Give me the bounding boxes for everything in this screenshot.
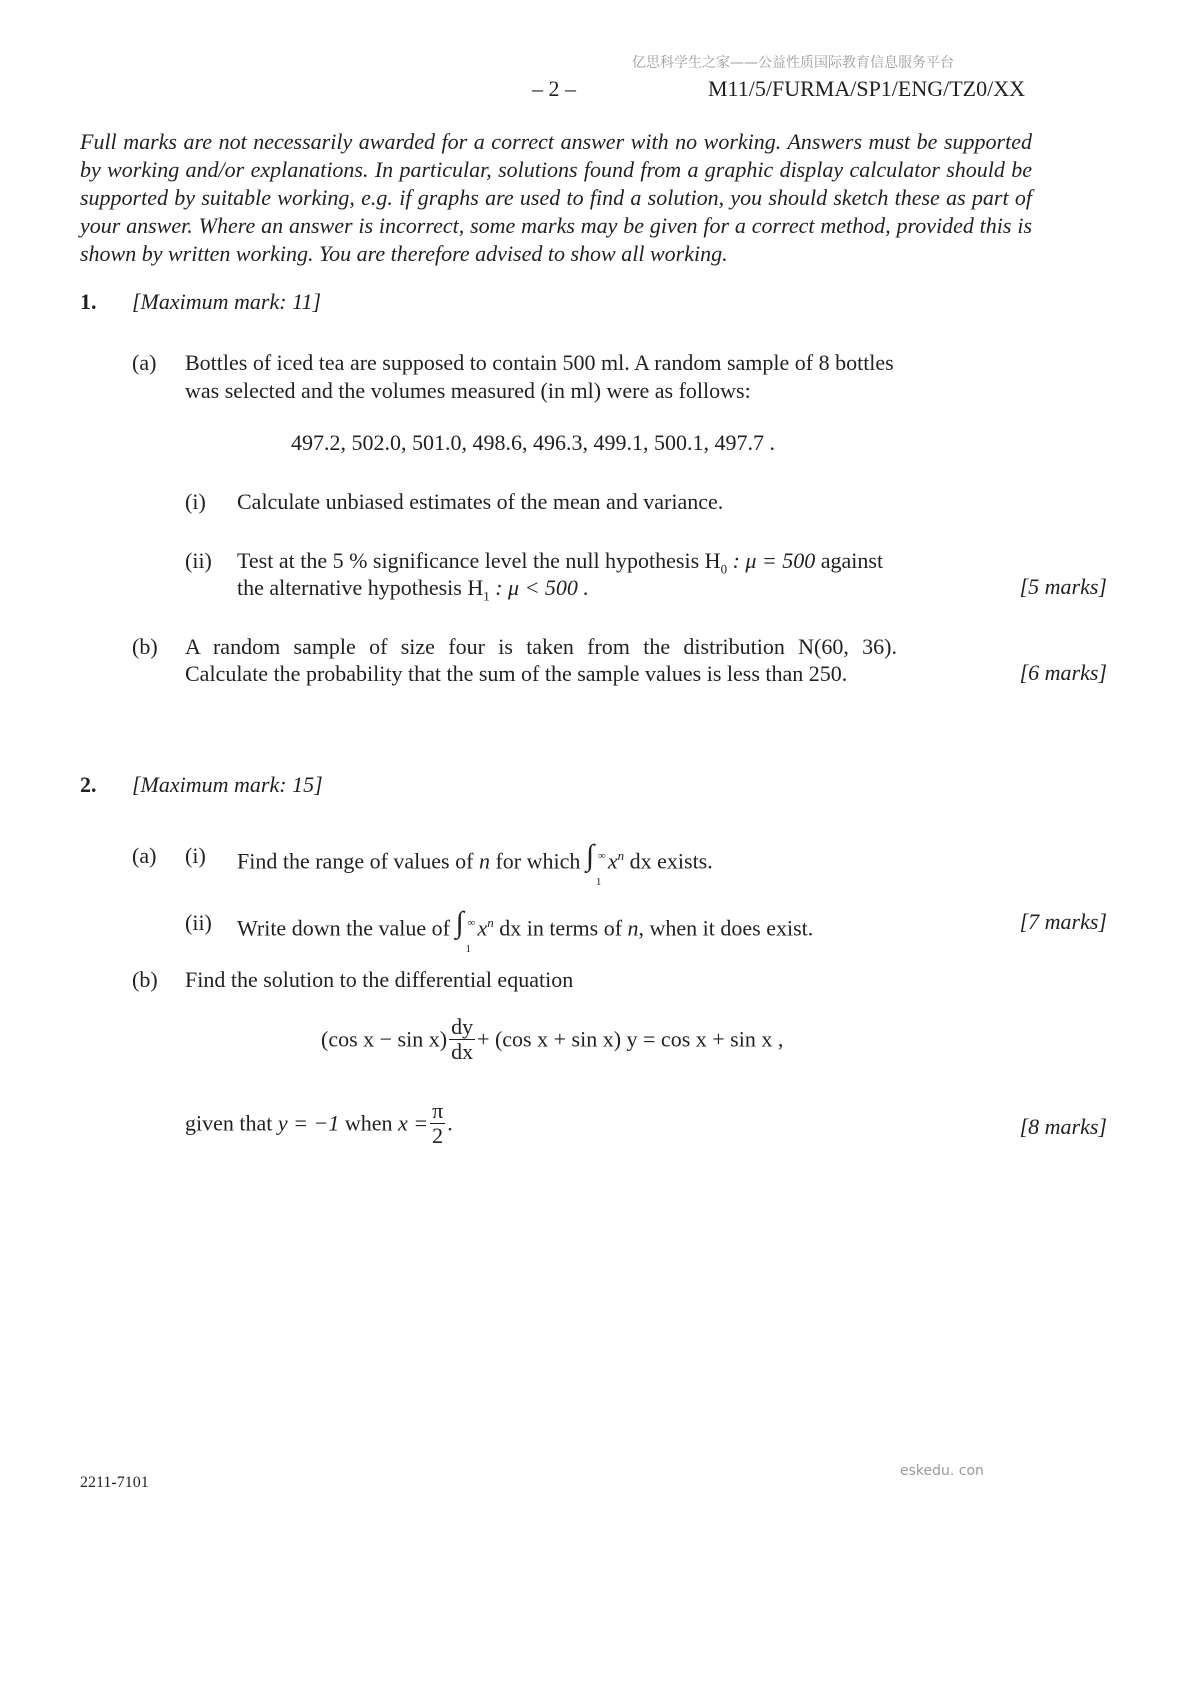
given-condition [185,1099,453,1148]
q1-h1-rest: : μ < 500 . [489,575,589,600]
q1-ii-label: (ii) [185,548,212,573]
q1-ii-text1: Test at the 5 % significance level the null hypothesis [237,548,700,573]
given-end: . [447,1110,453,1136]
q2-i-text-post: exists. [657,848,713,874]
q2-b-label: (b) [132,967,158,992]
q1-ii-text2: the alternative hypothesis [237,575,462,600]
q2-i-text-pre: Find the range of values of [237,848,474,874]
page-number: – 2 – [532,76,576,101]
q1-b-text1: A random sample of size four is taken from the distribution N(60, 36). [185,634,897,659]
q2-a-marks: [7 marks] [1019,909,1107,934]
q1-i-text: Calculate unbiased estimates of the mean and variance. [237,489,724,514]
q1-h0 [704,548,816,577]
eq-den: dx [451,1039,474,1064]
q1-a-label: (a) [132,350,157,375]
eq-derivative [449,1015,475,1064]
watermark-top: 亿思科学生之家——公益性质国际教育信息服务平台 [632,55,954,71]
q1-a-text: Bottles of iced tea are supposed to contain 500 ml. A random sample of 8 bottles was selected and the volumes measured (in ml) were as follows: [185,350,894,403]
integrand-x-2: x [477,915,488,941]
q2-i-line [237,839,713,889]
q1-h1-symbol: H [467,575,484,600]
given-cond: y = −1 [277,1110,340,1136]
integral-lower-2: 1 [465,943,471,956]
given-num: π [432,1098,444,1123]
q1-b-marks: [6 marks] [1019,660,1107,685]
integral-sign: ∫ ∞ 1 [586,848,608,878]
eq-left: (cos x − sin x) [321,1026,448,1052]
q2-max-mark: [Maximum mark: 15] [132,772,323,797]
q2-ii-text-pre: Write down the value of [237,915,450,941]
footer-code: 2211-7101 [80,1474,149,1491]
integrand-x: x [607,848,618,874]
q2-ii-label: (ii) [185,910,212,935]
differential-equation [321,1015,783,1064]
integrand-dx: dx [629,848,652,874]
q1-b-label: (b) [132,634,158,659]
eq-right: + (cos x + sin x) y = cos x + sin x , [477,1026,784,1052]
q1-b-text2: Calculate the probability that the sum of the sample values is less than 250. [185,661,848,686]
q1-number: 1. [80,289,97,314]
integrand-n: n [617,848,625,863]
q2-b-text: Find the solution to the differential equation [185,967,574,992]
q2-ii-text-post: in terms of [526,915,623,941]
q1-h0-rest: : μ = 500 [727,548,816,573]
q1-data-values: 497.2, 502.0, 501.0, 498.6, 496.3, 499.1, 500.1, 497.7 . [291,430,775,455]
q1-h0-symbol: H [704,548,721,573]
integral-upper: ∞ [597,850,606,863]
q2-ii-line [237,906,814,956]
q1-i-label: (i) [185,489,206,514]
integral-upper-2: ∞ [467,917,476,930]
q2-number: 2. [80,772,97,797]
q1-ii-against: against [815,548,884,573]
integrand-dx-2: dx [499,915,522,941]
q1-max-mark: [Maximum mark: 11] [132,289,322,314]
instructions: Full marks are not necessarily awarded for a correct answer with no working. Answers must be supported by working and/or explanations. In particular, solutions found from a graphic display calculator should be supported by suitable working, e.g. if graphs are used to find a solution, you should sketch these as part of your answer. Where an answer is incorrect, some marks may be given for a correct method, provided this is shown by written working. You are therefore advised to show all working. [80,129,1032,266]
q1-ii-line2 [237,574,589,610]
given-x: x = [398,1110,429,1136]
exam-code: M11/5/FURMA/SP1/ENG/TZ0/XX [708,76,1026,101]
q2-ii-text-end: , when it does exist. [638,915,814,941]
integral-lower: 1 [595,876,602,889]
given-frac [430,1099,445,1148]
eq-num: dy [451,1014,474,1039]
integral-sign-2: ∫ ∞ 1 [455,915,477,945]
watermark-bottom: eskedu. con [900,1463,984,1479]
integrand-n-2: n [487,915,494,930]
given-den: 2 [432,1123,444,1148]
q2-a-label: (a) [132,843,157,868]
q2-b-marks: [8 marks] [1019,1114,1107,1139]
q2-i-var: n [478,848,490,874]
q1-a-marks: [5 marks] [1019,574,1107,599]
q2-i-text-mid: for which [495,848,581,874]
given-pre: given that [185,1110,273,1136]
q1-h1-sub: 1 [483,588,490,604]
q2-ii-var: n [627,915,639,941]
q2-i-label: (i) [185,843,206,868]
q1-h0-sub: 0 [720,561,728,577]
given-when: when [344,1110,393,1136]
